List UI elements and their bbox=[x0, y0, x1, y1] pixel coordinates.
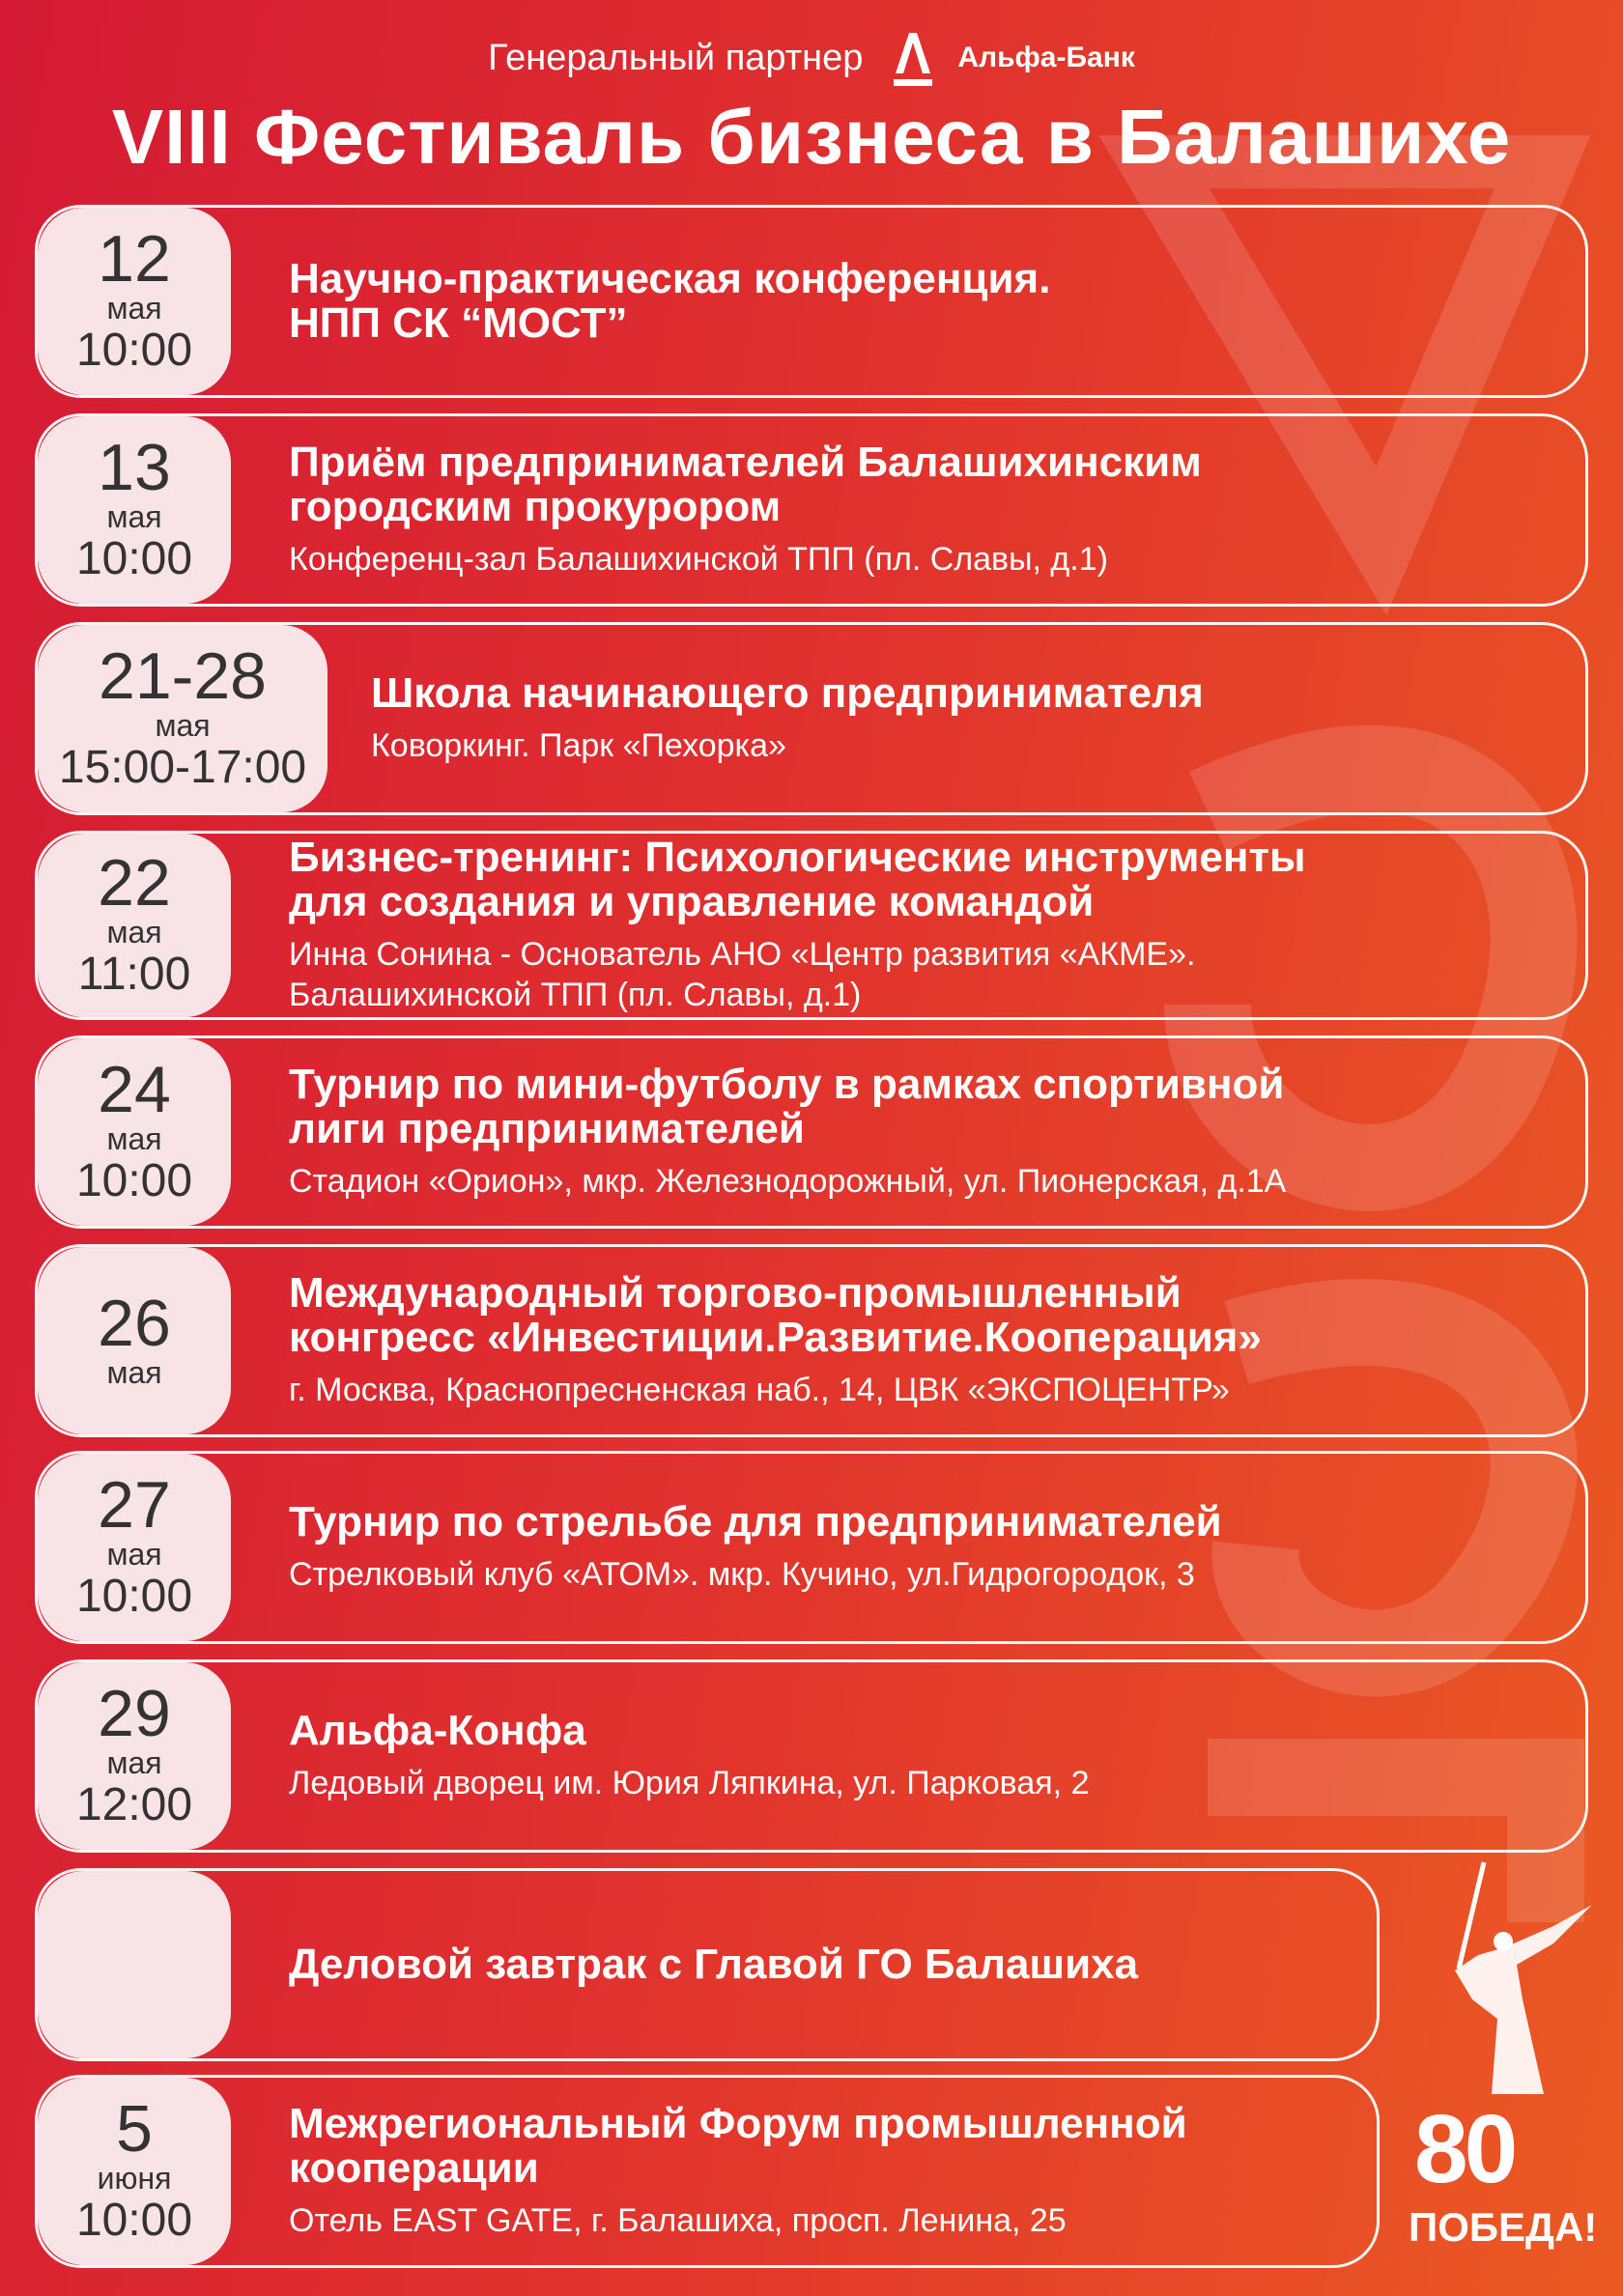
event-location: Отель EAST GATE, г. Балашиха, просп. Ленина, 25 bbox=[289, 2202, 1067, 2239]
event-title-line2: лиги предпринимателей bbox=[289, 1105, 805, 1152]
event-title: Деловой завтрак с Главой ГО Балашиха bbox=[289, 1941, 1139, 1988]
event-title-line2: НПП СК “МОСТ” bbox=[289, 299, 628, 347]
event-title: Научно-практическая конференция. bbox=[289, 255, 1051, 302]
event-day: 21-28 bbox=[99, 639, 267, 713]
victory-number: 80 bbox=[1414, 2095, 1515, 2203]
victory-emblem bbox=[1409, 1855, 1602, 2270]
event-month: мая bbox=[106, 499, 162, 534]
event-location: Стрелковый клуб «АТОМ». мкр. Кучино, ул.Гидрогородок, 3 bbox=[289, 1556, 1195, 1593]
event-time: 10:00 bbox=[75, 1571, 193, 1623]
event-title: Турнир по стрельбе для предпринимателей bbox=[289, 1498, 1222, 1545]
date-box bbox=[38, 1662, 231, 1850]
event-card bbox=[35, 1035, 1588, 1229]
event-title: Международный торгово-промышленный bbox=[289, 1269, 1182, 1317]
event-day: 26 bbox=[98, 1287, 171, 1361]
event-info bbox=[371, 625, 1547, 812]
event-month: мая bbox=[106, 915, 162, 950]
event-day: 24 bbox=[98, 1053, 171, 1126]
event-time: 10:00 bbox=[75, 1155, 193, 1207]
event-title: Межрегиональный Форум промышленной bbox=[289, 2100, 1187, 2147]
event-month: мая bbox=[106, 1745, 162, 1780]
event-title: Бизнес-тренинг: Психологические инструменты bbox=[289, 834, 1306, 881]
event-month: мая bbox=[106, 1537, 162, 1572]
event-info bbox=[289, 1454, 1547, 1641]
date-box bbox=[38, 834, 231, 1017]
event-month: мая bbox=[106, 1121, 162, 1156]
alfa-bank-a-icon bbox=[892, 29, 934, 87]
event-card bbox=[35, 2075, 1380, 2268]
event-card bbox=[35, 831, 1588, 1020]
event-time: 12:00 bbox=[75, 1779, 193, 1831]
event-month: мая bbox=[106, 291, 162, 326]
event-title: Приём предпринимателей Балашихинским bbox=[289, 439, 1202, 486]
event-info bbox=[289, 1662, 1547, 1850]
date-box bbox=[38, 416, 231, 604]
event-time: 10:00 bbox=[75, 325, 193, 377]
event-day: 13 bbox=[98, 431, 171, 504]
event-month: мая bbox=[155, 708, 211, 743]
event-card bbox=[35, 1451, 1588, 1644]
event-time: 15:00-17:00 bbox=[58, 742, 307, 794]
event-day: 12 bbox=[98, 222, 171, 296]
bank-name: Альфа-Банк bbox=[957, 42, 1135, 73]
event-card bbox=[35, 1868, 1380, 2061]
event-title-line2: кооперации bbox=[289, 2144, 539, 2192]
event-title-line2: для создания и управление командой bbox=[289, 878, 1095, 925]
event-card bbox=[35, 1244, 1588, 1437]
event-location: Ледовый дворец им. Юрия Ляпкина, ул. Парковая, 2 bbox=[289, 1765, 1090, 1801]
event-card bbox=[35, 1659, 1588, 1853]
date-box bbox=[38, 1871, 231, 2058]
partner-label: Генеральный партнер bbox=[488, 37, 864, 78]
event-day: 27 bbox=[98, 1468, 171, 1542]
partner-row bbox=[0, 29, 1623, 87]
event-location: Коворкинг. Парк «Пехорка» bbox=[371, 727, 786, 764]
event-month: июня bbox=[97, 2161, 172, 2196]
victory-text: ПОБЕДА! bbox=[1409, 2204, 1598, 2250]
event-info bbox=[289, 1038, 1547, 1226]
alfa-bank-logo bbox=[892, 29, 1134, 87]
event-info bbox=[289, 834, 1547, 1017]
event-day: 29 bbox=[98, 1677, 171, 1750]
event-info bbox=[289, 2078, 1338, 2265]
event-title: Школа начинающего предпринимателя bbox=[371, 669, 1204, 717]
page-title: VIII Фестиваль бизнеса в Балашихе bbox=[111, 94, 1512, 180]
event-card bbox=[35, 622, 1588, 815]
event-time: 11:00 bbox=[77, 949, 191, 1001]
date-box bbox=[38, 625, 327, 812]
event-speaker: Инна Сонина - Основатель АНО «Центр развития «АКМЕ». bbox=[289, 936, 1196, 973]
event-info bbox=[289, 1871, 1338, 2058]
event-card bbox=[35, 205, 1588, 398]
event-day: 22 bbox=[98, 846, 171, 920]
event-location: Стадион «Орион», мкр. Железнодорожный, ул. Пионерская, д.1А bbox=[289, 1163, 1287, 1200]
event-title-line2: конгресс «Инвестиции.Развитие.Кооперация» bbox=[289, 1314, 1262, 1361]
event-time: 10:00 bbox=[75, 2195, 193, 2247]
event-day: 5 bbox=[116, 2092, 153, 2166]
event-month: мая bbox=[106, 1355, 162, 1391]
date-box bbox=[38, 1038, 231, 1226]
event-title-line2: городским прокурором bbox=[289, 483, 782, 530]
event-location: Балашихинской ТПП (пл. Славы, д.1) bbox=[289, 977, 862, 1013]
event-location: г. Москва, Краснопресненская наб., 14, ЦВК «ЭКСПОЦЕНТР» bbox=[289, 1372, 1230, 1408]
motherland-statue-icon bbox=[1409, 1855, 1602, 2106]
event-location: Конференц-зал Балашихинской ТПП (пл. Славы, д.1) bbox=[289, 541, 1108, 578]
date-box bbox=[38, 1454, 231, 1641]
event-time: 10:00 bbox=[75, 533, 193, 585]
event-title: Альфа-Конфа bbox=[289, 1707, 586, 1754]
date-box bbox=[38, 1247, 231, 1434]
date-box bbox=[38, 208, 231, 395]
event-info bbox=[289, 208, 1547, 395]
event-info bbox=[289, 416, 1547, 604]
date-box bbox=[38, 2078, 231, 2265]
event-title: Турнир по мини-футболу в рамках спортивной bbox=[289, 1061, 1285, 1108]
event-card bbox=[35, 413, 1588, 607]
event-info bbox=[289, 1247, 1547, 1434]
